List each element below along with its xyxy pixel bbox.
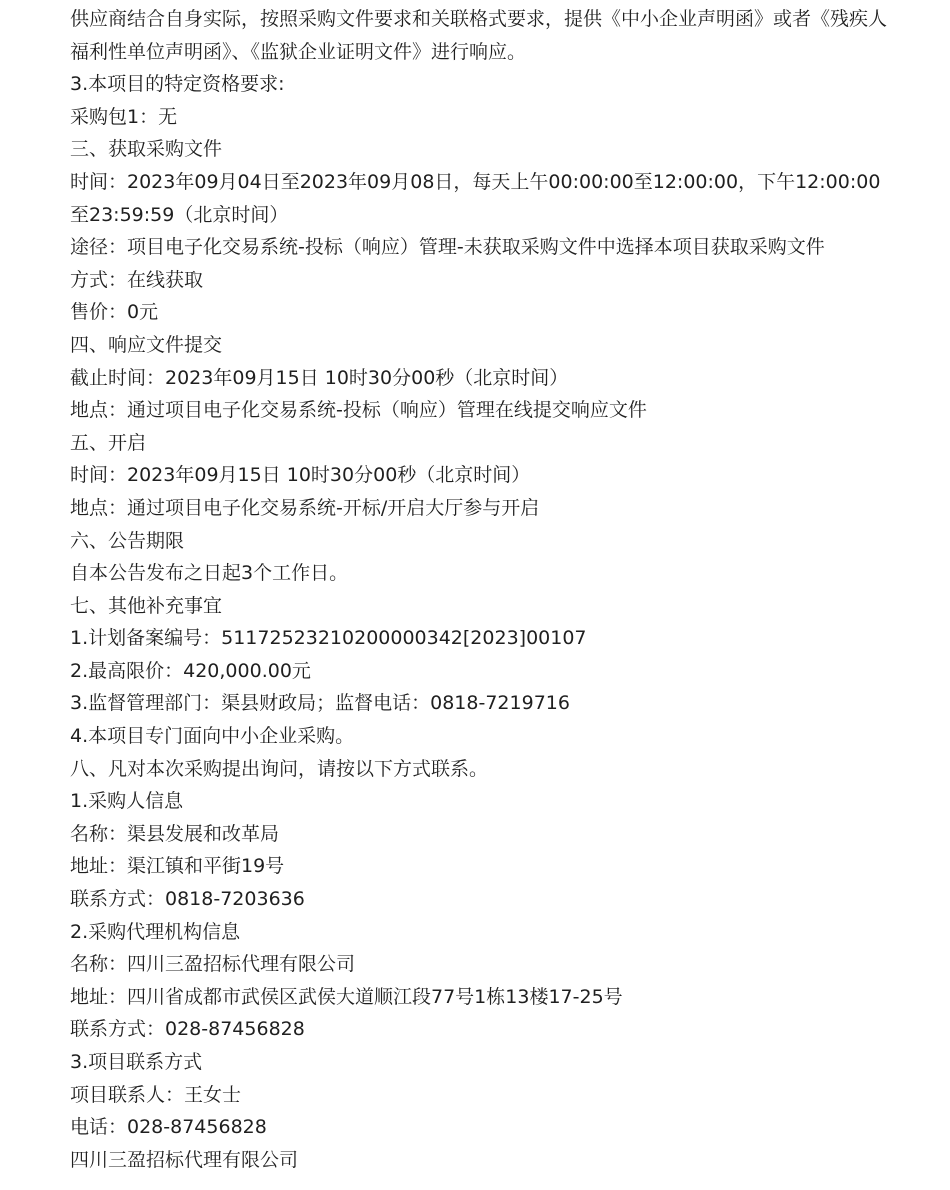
specific-qualification-heading: 3.本项目的特定资格要求: — [70, 73, 285, 96]
obtain-method-path: 途径：项目电子化交易系统-投标（响应）管理-未获取采购文件中选择本项目获取采购文件 — [70, 236, 825, 259]
purchaser-contact: 联系方式：0818-7203636 — [70, 888, 305, 911]
opening-location: 地点：通过项目电子化交易系统-开标/开启大厅参与开启 — [70, 496, 540, 519]
signature-organization: 四川三盈招标代理有限公司 — [70, 1148, 299, 1171]
agency-info-heading: 2.采购代理机构信息 — [70, 920, 241, 943]
section-heading-submission: 四、响应文件提交 — [70, 333, 223, 356]
plan-record-number: 1.计划备案编号：51172523210200000342[2023]00107 — [70, 627, 587, 650]
section-heading-notice-period: 六、公告期限 — [70, 529, 185, 552]
submission-deadline: 截止时间：2023年09月15日 10时30分00秒（北京时间） — [70, 366, 569, 389]
supervision-department: 3.监督管理部门：渠县财政局；监督电话：0818-7219716 — [70, 692, 570, 715]
section-heading-contact: 八、凡对本次采购提出询问，请按以下方式联系。 — [70, 757, 489, 780]
section-heading-opening: 五、开启 — [70, 431, 147, 454]
opening-time: 时间：2023年09月15日 10时30分00秒（北京时间） — [70, 464, 531, 487]
qualification-response-paragraph: 供应商结合自身实际，按照采购文件要求和关联格式要求，提供《中小企业声明函》或者《残疾人福利性单位声明函》、《监狱企业证明文件》进行响应。 — [70, 8, 888, 63]
agency-name: 名称：四川三盈招标代理有限公司 — [70, 953, 356, 976]
purchaser-address: 地址：渠江镇和平街19号 — [70, 855, 285, 878]
agency-address: 地址：四川省成都市武侯区武侯大道顺江段77号1栋13楼17-25号 — [70, 985, 623, 1008]
section-heading-other-matters: 七、其他补充事宜 — [70, 594, 223, 617]
purchaser-name: 名称：渠县发展和改革局 — [70, 822, 280, 845]
project-contact-phone: 电话：028-87456828 — [70, 1116, 267, 1139]
announcement-document — [70, 3, 890, 1176]
submission-location: 地点：通过项目电子化交易系统-投标（响应）管理在线提交响应文件 — [70, 399, 647, 422]
obtain-mode: 方式：在线获取 — [70, 268, 204, 291]
obtain-time: 时间：2023年09月04日至2023年09月08日，每天上午00:00:00至12:00:00，下午12:00:00至23:59:59（北京时间） — [70, 170, 881, 226]
sme-procurement-note: 4.本项目专门面向中小企业采购。 — [70, 725, 355, 748]
package-requirement: 采购包1：无 — [70, 105, 178, 128]
document-price: 售价：0元 — [70, 301, 159, 324]
maximum-price: 2.最高限价：420,000.00元 — [70, 659, 311, 682]
project-contact-heading: 3.项目联系方式 — [70, 1051, 203, 1073]
purchaser-info-heading: 1.采购人信息 — [70, 790, 184, 813]
agency-contact: 联系方式：028-87456828 — [70, 1018, 305, 1041]
notice-period: 自本公告发布之日起3个工作日。 — [70, 562, 349, 585]
project-contact-person: 项目联系人：王女士 — [70, 1083, 242, 1106]
section-heading-obtain-documents: 三、获取采购文件 — [70, 138, 223, 161]
